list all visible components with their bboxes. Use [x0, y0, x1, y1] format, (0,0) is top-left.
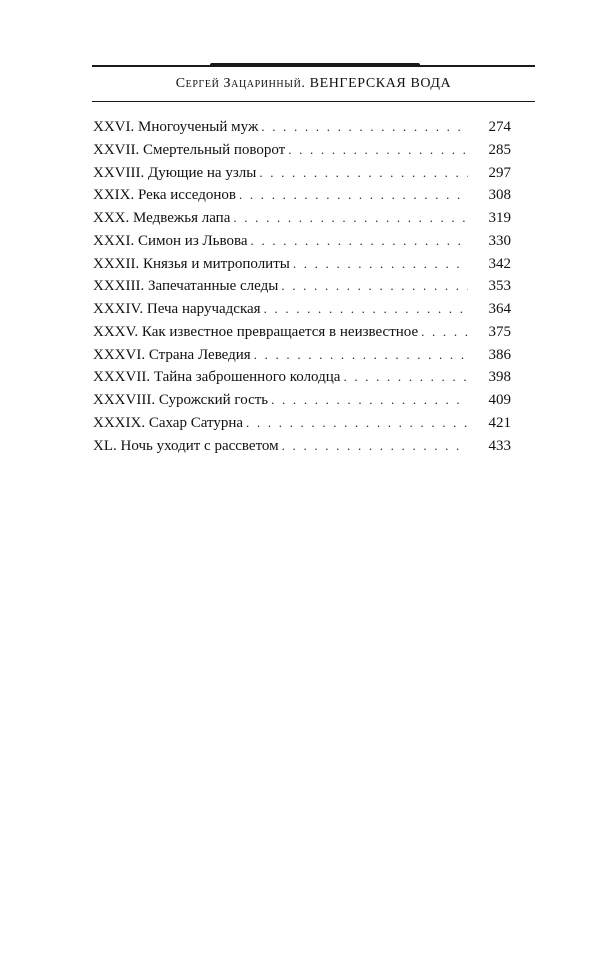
toc-entry-title: XXVII. Смертельный поворот — [93, 141, 286, 158]
header-rule-bottom — [92, 101, 535, 102]
toc-dot-leader — [239, 184, 468, 207]
toc-dot-leader — [246, 412, 468, 435]
toc-entry — [93, 321, 511, 344]
running-head — [92, 76, 535, 92]
toc-entry-title: XXXVIII. Сурожский гость — [93, 392, 269, 408]
toc-dot-leader — [259, 162, 468, 185]
toc-entry — [93, 298, 511, 321]
toc-dot-leader — [293, 253, 468, 276]
toc-dot-leader — [261, 116, 468, 139]
toc-dot-leader — [282, 435, 468, 458]
toc-entry — [93, 162, 511, 185]
header-rule-accent — [210, 63, 420, 67]
toc-dot-leader — [343, 366, 468, 389]
toc-entry-page: 421 — [488, 414, 511, 431]
toc-entry — [93, 253, 511, 276]
toc-entry — [93, 435, 511, 458]
running-head-author: Сергей Зацаринный. — [175, 76, 306, 91]
toc-entry-page: 274 — [488, 119, 511, 135]
toc-entry-page: 364 — [488, 301, 511, 317]
toc-entry — [93, 275, 511, 298]
toc-entry — [93, 207, 511, 230]
toc-entry-title: XXXII. Князья и митрополиты — [93, 255, 290, 272]
table-of-contents — [93, 116, 511, 457]
toc-entry — [93, 366, 511, 389]
toc-dot-leader — [271, 389, 468, 412]
toc-entry-page: 398 — [488, 369, 511, 386]
toc-entry-title: XXXV. Как известное превращается в неизвестное — [93, 323, 419, 340]
running-head-title: ВЕНГЕРСКАЯ ВОДА — [309, 76, 452, 91]
toc-entry — [93, 389, 511, 412]
toc-entry-title: XXXVII. Тайна заброшенного колодца — [93, 369, 341, 386]
toc-entry-page: 330 — [488, 232, 511, 249]
toc-entry-title: XXVI. Многоученый муж — [93, 119, 259, 135]
toc-entry-page: 386 — [488, 346, 511, 363]
toc-dot-leader — [421, 321, 468, 344]
toc-entry-title: XXXIII. Запечатанные следы — [93, 278, 279, 295]
toc-entry-page: 353 — [488, 278, 511, 295]
toc-entry-page: 319 — [488, 210, 511, 226]
toc-entry-title: XXXVI. Страна Леведия — [93, 346, 251, 363]
toc-dot-leader — [288, 139, 468, 162]
toc-entry — [93, 184, 511, 207]
toc-entry — [93, 230, 511, 253]
toc-entry-title: XXIX. Река исседонов — [93, 187, 236, 204]
toc-entry — [93, 139, 511, 162]
toc-dot-leader — [254, 344, 468, 367]
toc-dot-leader — [264, 298, 468, 321]
toc-entry-title: XXVIII. Дующие на узлы — [93, 164, 257, 181]
toc-entry — [93, 344, 511, 367]
toc-entry-page: 342 — [488, 255, 511, 272]
toc-dot-leader — [281, 275, 468, 298]
toc-entry-page: 308 — [488, 187, 511, 204]
toc-entry-title: XXXIV. Печа наручадская — [93, 301, 261, 317]
toc-entry — [93, 116, 511, 139]
toc-dot-leader — [233, 207, 468, 230]
toc-entry-title: XXX. Медвежья лапа — [93, 210, 231, 226]
toc-entry-page: 285 — [488, 141, 511, 158]
toc-entry — [93, 412, 511, 435]
toc-entry-title: XL. Ночь уходит с рассветом — [93, 437, 279, 454]
toc-entry-page: 433 — [488, 437, 511, 454]
toc-entry-page: 375 — [488, 323, 511, 340]
toc-entry-page: 297 — [488, 164, 511, 181]
toc-entry-title: XXXI. Симон из Львова — [93, 232, 248, 249]
toc-entry-page: 409 — [488, 392, 511, 408]
toc-entry-title: XXXIX. Сахар Сатурна — [93, 414, 244, 431]
toc-dot-leader — [251, 230, 468, 253]
